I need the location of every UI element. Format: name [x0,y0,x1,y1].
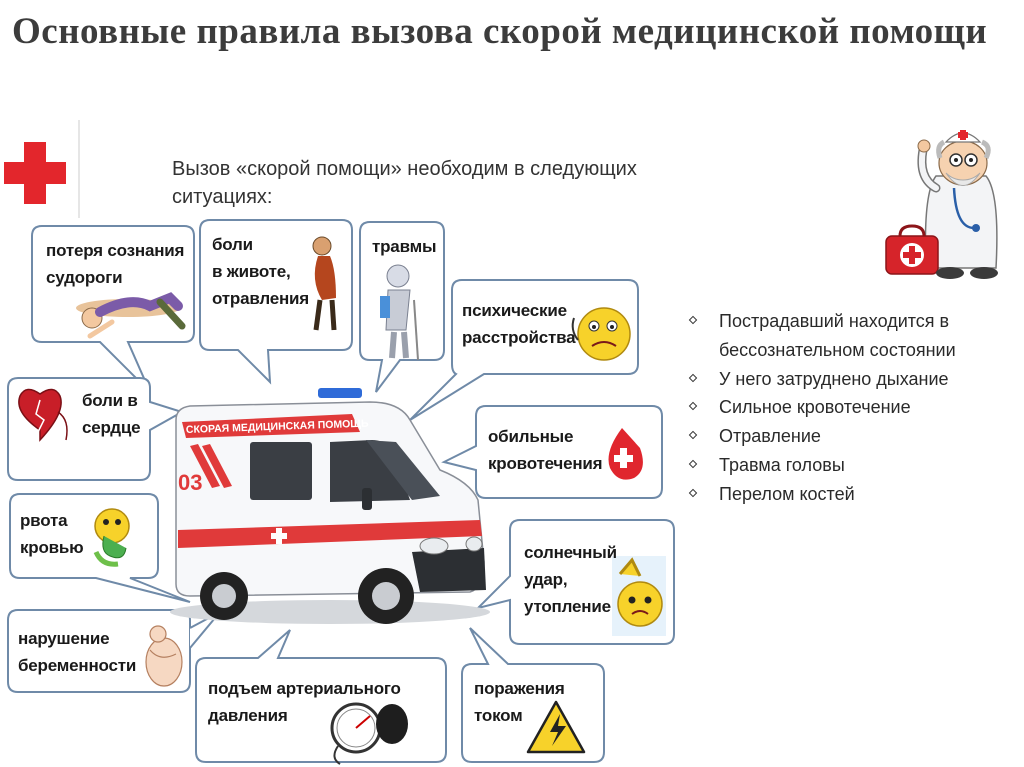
list-item: Перелом костей [688,480,1018,509]
bubble-injuries-text: травмы [372,237,437,256]
bullet-icon [689,373,697,381]
bullet-icon [689,402,697,410]
bullet-icon [689,489,697,497]
bubble-electric-text: поражения током [474,679,565,725]
sunstroke-face-icon [612,556,666,636]
list-item: Отравление [688,422,1018,451]
list-item: Сильное кровотечение [688,393,1018,422]
situations-list [688,307,1018,509]
bubble-pressure-text: подъем артериального давления [208,679,401,725]
intro-text: Вызов «скорой помощи» необходим в следующих ситуациях: [172,158,637,208]
bullet-icon [689,316,697,324]
ambulance-number: 03 [178,470,203,495]
list-item: Пострадавший находится в бессознательном состоянии [688,307,1018,365]
bubble-heart-text: боли в сердце [82,391,141,437]
bubble-abdomen-text: боли в животе, отравления [212,235,310,308]
bubble-vomit-text: рвота кровью [20,511,84,557]
list-item: У него затруднено дыхание [688,365,1018,394]
bullet-icon [689,460,697,468]
bubble-sunstroke-text: солнечный удар, утопление [524,543,617,616]
list-item: Травма головы [688,451,1018,480]
bubble-consciousness-text: потеря сознания судороги [46,241,185,287]
ambulance-label: СКОРАЯ МЕДИЦИНСКАЯ ПОМОЩЬ [185,417,369,436]
bullet-icon [689,431,697,439]
bubble-mental-text: психические расстройства [462,301,576,347]
bubble-pregnancy-text: нарушение беременности [18,629,137,675]
bubble-bleeding-text: обильные кровотечения [488,427,603,473]
slide-title: Основные правила вызова скорой медицинской помощи [12,11,988,52]
